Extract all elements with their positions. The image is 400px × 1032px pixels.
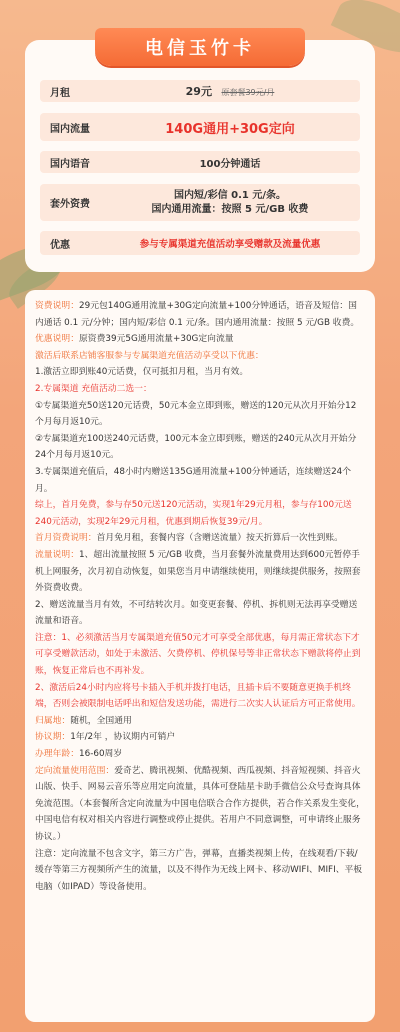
activation-heading: 激活后联系店铺客服参与专属渠道充值活动享受以下优惠： xyxy=(35,350,264,361)
section-key: 资费说明： xyxy=(35,301,79,311)
region-paragraph: 归属地：随机，全国通用 xyxy=(35,715,132,726)
row-value: 100分钟通话 xyxy=(199,158,261,170)
agreement-paragraph: 协议期：1年/2年 ，协议期内可销户 xyxy=(35,732,176,743)
note-paragraph-2: 2、激活后24小时内应将号卡插入手机并拨打电话，且插卡后不要随意更换手机终端，否则会被限制电话呼出和短信发送功能，需进行二次实人认证后方可正常使用。 xyxy=(35,682,361,710)
row-extra-charges xyxy=(40,184,360,221)
title-banner xyxy=(95,28,305,66)
first-month-paragraph: 首月资费说明：首月免月租，套餐内容（含赠送流量）按天折算后一次性到账。 xyxy=(35,533,343,544)
original-price: 原套餐39元/月 xyxy=(221,88,275,97)
section-key: 协议期： xyxy=(35,732,71,743)
benefit-item-2-heading: 2.专属渠道 充值活动二选一： xyxy=(35,383,152,394)
summary-paragraph: 综上，首月免费，参与存50元送120元活动，实现1年29元月租，参与存100元送240元活动，实现2年29元月租，优惠到期后恢复39元/月。 xyxy=(35,500,352,527)
monthly-price: 29元 xyxy=(185,85,212,98)
section-key: 流量说明： xyxy=(35,549,79,560)
row-value xyxy=(100,189,360,217)
benefit-item-2a: ①专属渠道充50送120元话费，50元本金立即到账，赠送的120元从次月开始分12个月每月返10元。 xyxy=(35,400,357,428)
row-promotion xyxy=(40,231,360,255)
section-key: 首月资费说明： xyxy=(35,533,97,544)
benefit-item-1: 1.激活立即到账40元话费，仅可抵扣月租，当月有效。 xyxy=(35,367,249,378)
directed-flow-paragraph: 定向流量使用范围：爱奇艺、腾讯视频、优酷视频、西瓜视频、抖音短视频、抖音火山版、快手、网易云音乐等应用定向流量，具体可登陆星卡助手微信公众号查询具体免流范围。（本套餐所含定向流量为中国电信联合合作方提供，若合作关系发生变化，中国电信有权对相关内容进行调整或停止提供。若用户不同意调整，可申请终止服务协议。） xyxy=(35,765,365,842)
row-label: 国内流量 xyxy=(50,123,90,135)
page-title: 电信玉竹卡 xyxy=(145,38,255,59)
section-key: 办理年龄： xyxy=(35,749,79,760)
row-value xyxy=(100,118,360,137)
note-paragraph: 注意：1、必须激活当月专属渠道充值50元才可享受全部优惠，每月需正常状态下才可享受赠款活动，如处于未激活、欠费停机、停机保号等非正常状态下赠款将停止到账，恢复正常后也不再补发。 xyxy=(35,632,361,677)
row-label: 国内语音 xyxy=(50,158,90,170)
tariff-paragraph: 资费说明：29元包140G通用流量+30G定向流量+100分钟通话，语音及短信：国内通话 0.1 元/分钟；国内短/彩信 0.1 元/条。国内通用流量：按照 5 元/GB 收费。 xyxy=(35,301,360,328)
benefit-item-3: 3.专属渠道充值后，48小时内赠送135G通用流量+100分钟通话，连续赠送24个月。 xyxy=(35,466,352,494)
benefit-item-2b: ②专属渠道充100送240元话费，100元本金立即到账，赠送的240元从次月开始分24个月每月返10元。 xyxy=(35,433,357,461)
row-label: 月租 xyxy=(50,87,70,99)
flow-paragraph-2: 2、赠送流量当月有效，不可结转次月。如变更套餐、停机、拆机则无法再享受赠送流量和语音。 xyxy=(35,599,358,627)
section-key: 定向流量使用范围： xyxy=(35,765,115,776)
plan-details-card xyxy=(25,290,375,1022)
extra-line-data: 国内通用流量：按照 5 元/GB 收费 xyxy=(151,203,309,215)
final-note-paragraph: 注意：定向流量不包含文字，第三方广告，弹幕，直播类视频上传，在线观看/下载/缓存等第三方视频所产生的流量，以及不得作为无线上网卡、移动WIFI、MIFI、平板电脑（如IPAD）等设备使用。 xyxy=(35,848,363,892)
row-label: 优惠 xyxy=(50,239,70,251)
promo-paragraph: 优惠说明：原资费39元5G通用流量+30G定向流量 xyxy=(35,334,234,345)
data-amount: 140G通用+30G定向 xyxy=(165,121,295,137)
extra-line-sms: 国内短/彩信 0.1 元/条。 xyxy=(174,189,286,201)
row-monthly-fee xyxy=(40,80,360,102)
section-key: 优惠说明： xyxy=(35,334,79,345)
flow-paragraph: 流量说明：1、超出流量按照 5 元/GB 收费，当月套餐外流量费用达到600元暂停手机上网服务，次月初自动恢复，如果您当月申请继续使用，则继续提供服务，按照套外资费收费。 xyxy=(35,549,361,594)
row-domestic-voice xyxy=(40,151,360,173)
row-value xyxy=(100,236,360,250)
row-value xyxy=(100,83,360,99)
section-key: 注意： xyxy=(35,632,62,643)
promotion-text: 参与专属渠道充值活动享受赠款及流量优惠 xyxy=(139,239,321,250)
age-paragraph: 办理年龄：16-60周岁 xyxy=(35,749,123,760)
row-label: 套外资费 xyxy=(50,199,90,210)
row-domestic-data xyxy=(40,113,360,141)
section-key: 归属地： xyxy=(35,715,71,726)
